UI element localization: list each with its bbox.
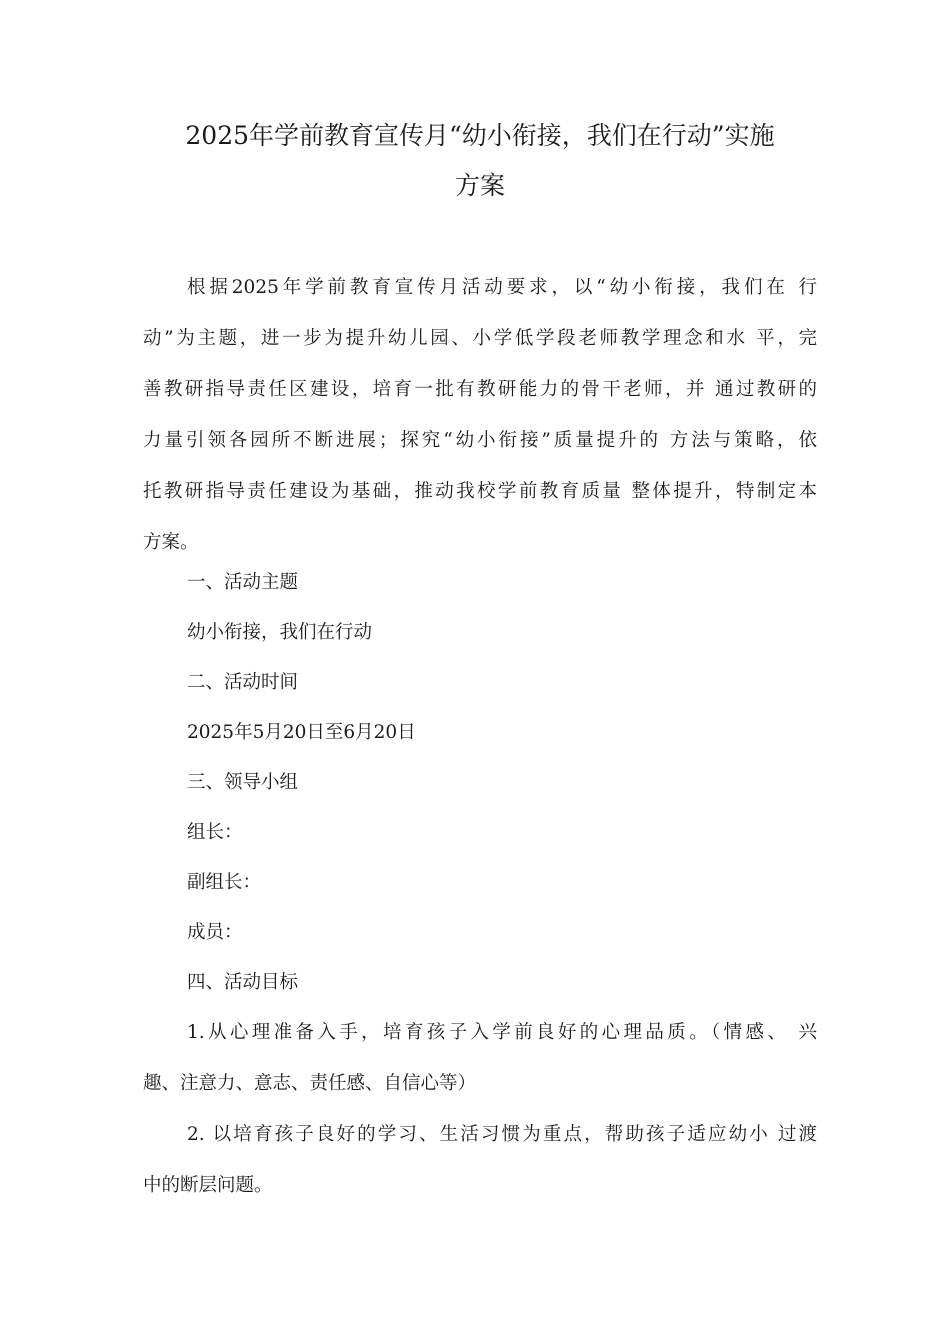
goal-line: 趣、注意力、意志、责任感、自信心等） — [143, 1073, 477, 1094]
goal-line: 中的断层问题。 — [143, 1175, 273, 1196]
title-line-2: 方案 — [454, 171, 505, 200]
goal-item-2 — [143, 1109, 817, 1211]
intro-line: 动”为主题，进一步为提升幼儿园、小学低学段老师教学理念和水 平，完 — [143, 328, 817, 349]
intro-line: 方案。 — [143, 532, 199, 553]
intro-line: 善教研指导责任区建设，培育一批有教研能力的骨干老师，并 通过教研的 — [143, 379, 817, 400]
section-heading-leadership: 三、领导小组 — [187, 772, 299, 793]
section-heading-goals: 四、活动目标 — [187, 972, 299, 993]
deputy-leader-label: 副组长： — [187, 872, 262, 893]
goal-line: 2. 以培育孩子良好的学习、生活习惯为重点，帮助孩子适应幼小 过渡 — [187, 1124, 817, 1145]
theme-text: 幼小衔接，我们在行动 — [187, 622, 373, 643]
document-title — [140, 111, 820, 211]
section-heading-theme: 一、活动主题 — [187, 572, 299, 593]
goal-line: 1.从心理准备入手，培育孩子入学前良好的心理品质。（情感、 兴 — [187, 1022, 817, 1043]
title-line-1: 2025年学前教育宣传月“幼小衔接，我们在行动”实施 — [185, 121, 775, 150]
members-label: 成员： — [187, 922, 243, 943]
intro-paragraph — [143, 262, 817, 568]
leader-label: 组长： — [187, 822, 243, 843]
intro-line: 托教研指导责任建设为基础，推动我校学前教育质量 整体提升，特制定本 — [143, 481, 817, 502]
intro-line: 力量引领各园所不断进展；探究“幼小衔接”质量提升的 方法与策略，依 — [143, 430, 817, 451]
intro-line: 根据2025年学前教育宣传月活动要求，以“幼小衔接，我们在 行 — [187, 277, 817, 298]
time-text: 2025年5月20日至6月20日 — [187, 722, 416, 743]
section-heading-time: 二、活动时间 — [187, 672, 299, 693]
goal-item-1 — [143, 1007, 817, 1109]
